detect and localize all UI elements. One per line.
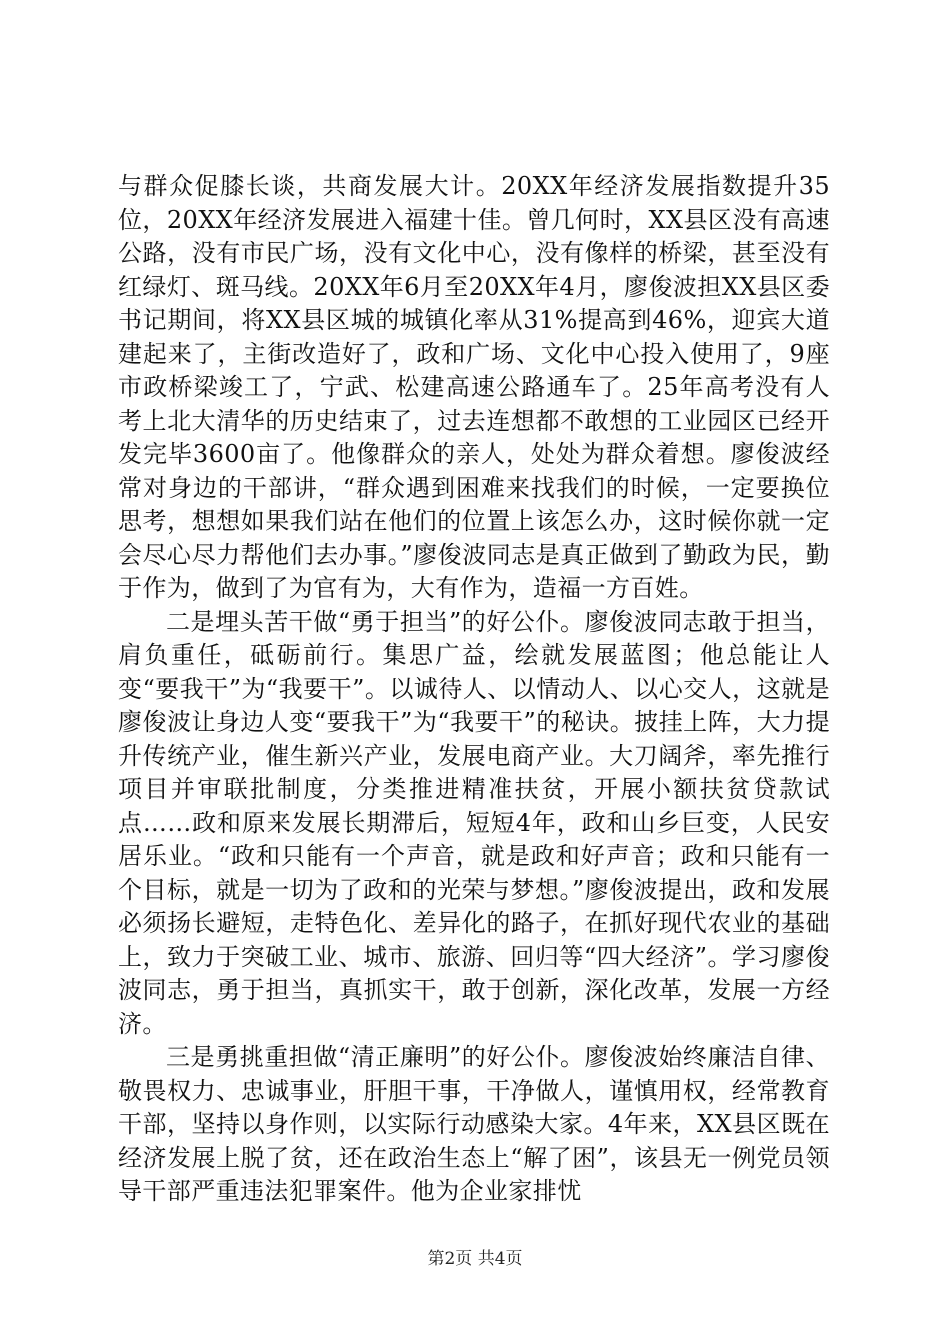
paragraph-3: 三是勇挑重担做“清正廉明”的好公仆。廖俊波始终廉洁自律、敬畏权力、忠诚事业，肝胆干事，干净做人，谨慎用权，经常教育干部，坚持以身作则，以实际行动感染大家。4年来，XX县区既在经济发展上脱了贫，还在政治生态上“解了困”，该县无一例党员领导干部严重违法犯罪案件。他为企业家排忧 (118, 1043, 830, 1205)
page-number-footer: 第2页 共4页 (427, 1249, 523, 1269)
paragraph-1: 与群众促膝长谈，共商发展大计。20XX年经济发展指数提升35位，20XX年经济发展进入福建十佳。曾几何时，XX县区没有高速公路，没有市民广场，没有文化中心，没有像样的桥梁，甚至没有红绿灯、斑马线。20XX年6月至20XX年4月，廖俊波担XX县区委书记期间，将XX县区城的城镇化率从31%提高到46%，迎宾大道建起来了，主街改造好了，政和广场、文化中心投入使用了，9座市政桥梁竣工了，宁武、松建高速公路通车了。25年高考没有人考上北大清华的历史结束了，过去连想都不敢想的工业园区已经开发完毕3600亩了。他像群众的亲人，处处为群众着想。廖俊波经常对身边的干部讲，“群众遇到困难来找我们的时候，一定要换位思考，想想如果我们站在他们的位置上该怎么办，这时候你就一定会尽心尽力帮他们去办事。”廖俊波同志是真正做到了勤政为民，勤于作为，做到了为官有为，大有作为，造福一方百姓。 (118, 172, 830, 602)
paragraph-2: 二是埋头苦干做“勇于担当”的好公仆。廖俊波同志敢于担当，肩负重任，砥砺前行。集思广益，绘就发展蓝图；他总能让人变“要我干”为“我要干”。以诚待人、以情动人、以心交人，这就是廖俊波让身边人变“要我干”为“我要干”的秘诀。披挂上阵，大力提升传统产业，催生新兴产业，发展电商产业。大刀阔斧，率先推行项目并审联批制度，分类推进精准扶贫，开展小额扶贫贷款试点……政和原来发展长期滞后，短短4年，政和山乡巨变，人民安居乐业。“政和只能有一个声音，就是政和好声音；政和只能有一个目标，就是一切为了政和的光荣与梦想。”廖俊波提出，政和发展必须扬长避短，走特色化、差异化的路子，在抓好现代农业的基础上，致力于突破工业、城市、旅游、回归等“四大经济”。学习廖俊波同志，勇于担当，真抓实干，敢于创新，深化改革，发展一方经济。 (118, 607, 830, 1038)
document-body (118, 170, 830, 1209)
